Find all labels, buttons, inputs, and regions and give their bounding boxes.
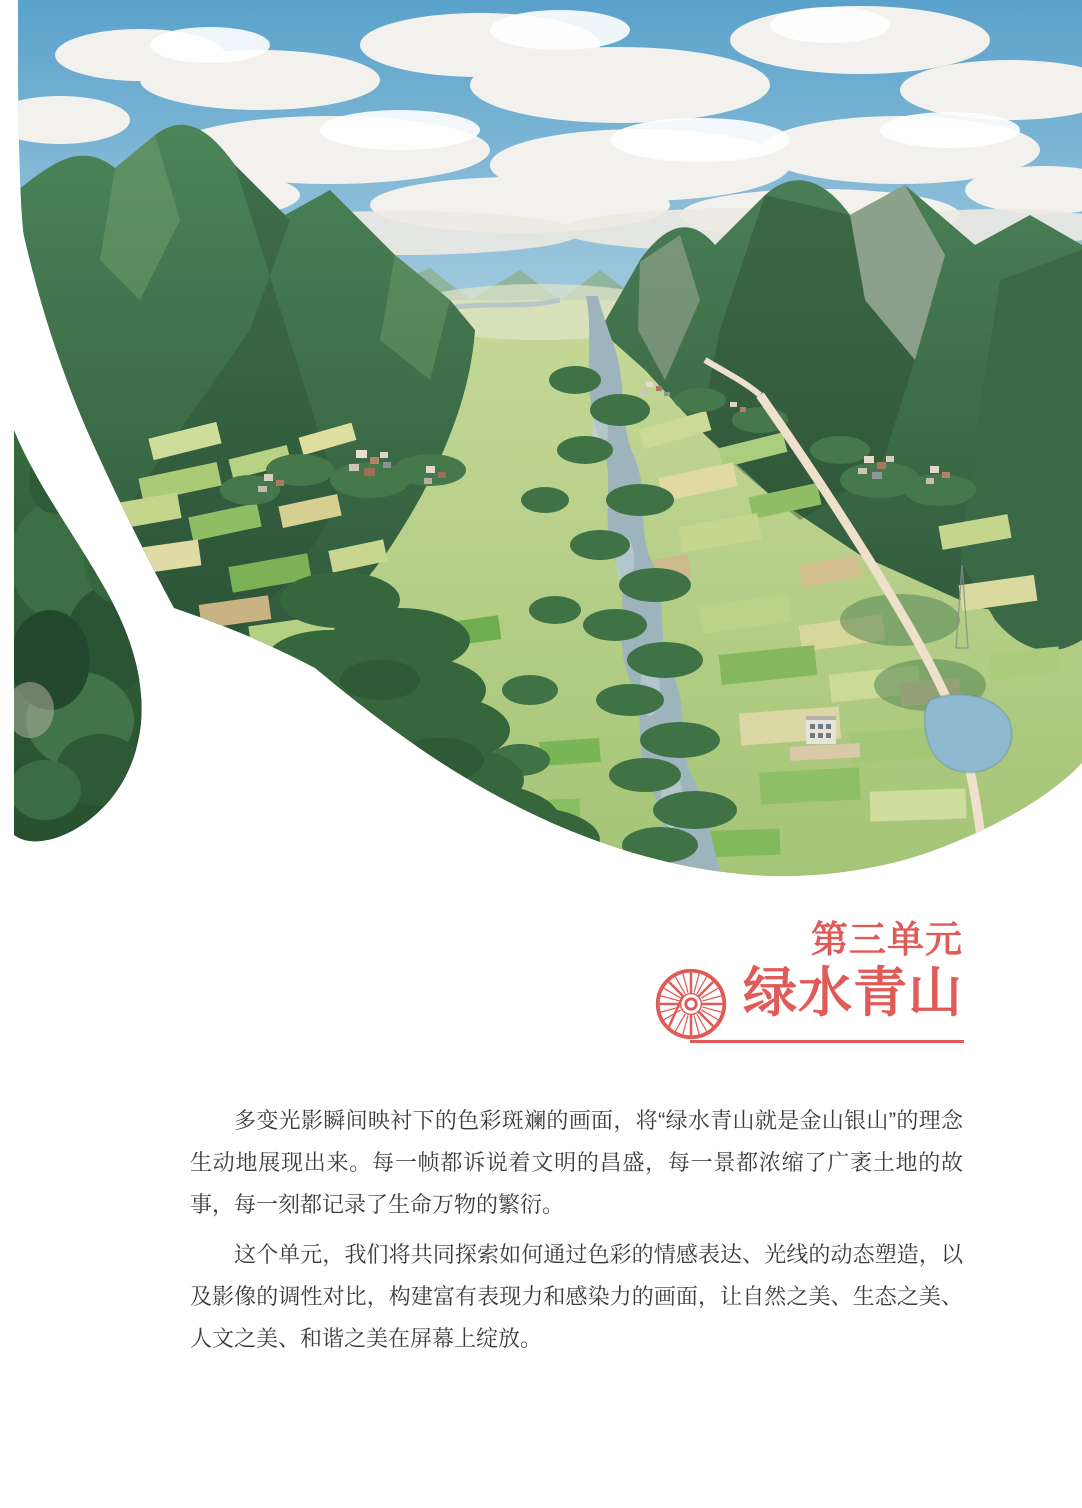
unit-label: 第三单元 bbox=[811, 919, 963, 960]
wheel-rosette-icon bbox=[653, 966, 729, 1042]
unit-title: 绿水青山 bbox=[743, 963, 963, 1023]
paragraph-2: 这个单元，我们将共同探索如何通过色彩的情感表达、光线的动态塑造，以及影像的调性对比，构建富有表现力和感染力的画面，让自然之美、生态之美、人文之美、和谐之美在屏幕上绽放。 bbox=[190, 1242, 963, 1351]
title-underline bbox=[690, 1040, 964, 1043]
intro-text bbox=[190, 1100, 963, 1360]
unit-header bbox=[743, 918, 963, 1022]
paragraph-1: 多变光影瞬间映衬下的色彩斑斓的画面，将“绿水青山就是金山银山”的理念生动地展现出来。每一帧都诉说着文明的昌盛，每一景都浓缩了广袤土地的故事，每一刻都记录了生命万物的繁衍。 bbox=[190, 1108, 963, 1217]
